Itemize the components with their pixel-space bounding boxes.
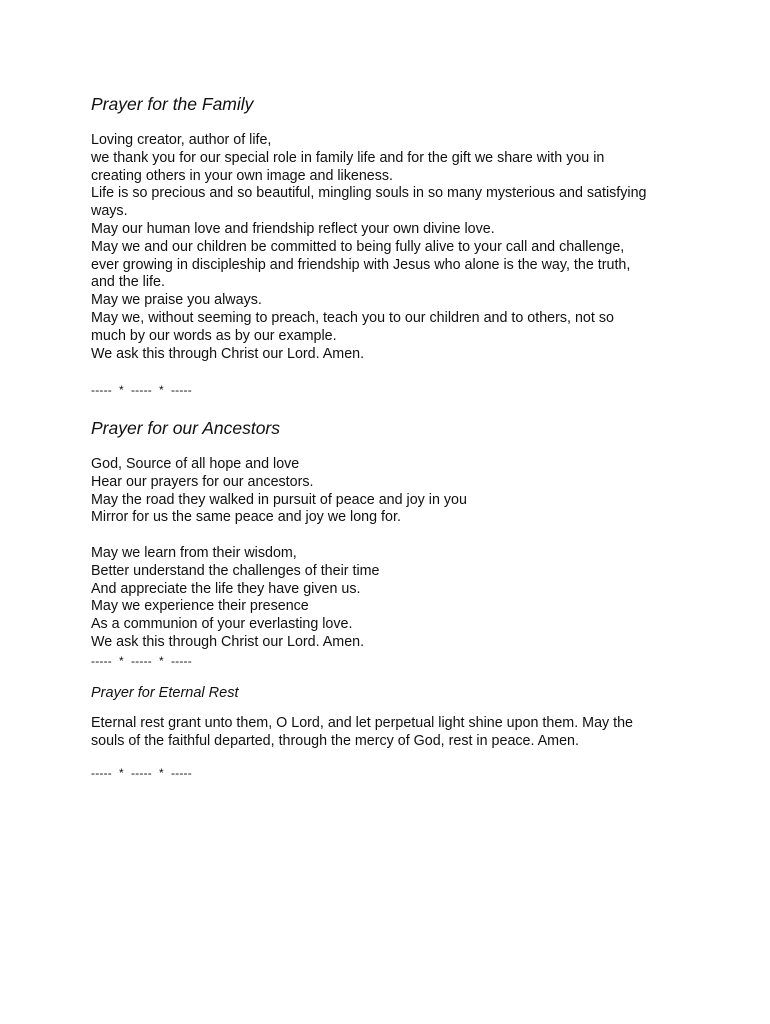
- text-line: May the road they walked in pursuit of peace and joy in you: [91, 491, 467, 508]
- text-line: May our human love and friendship reflect your own divine love.: [91, 220, 495, 237]
- text-line: and the life.: [91, 274, 165, 291]
- eternal-rest-prayer-title: Prayer for Eternal Rest: [91, 685, 239, 701]
- ancestors-prayer-stanza-1: [91, 456, 467, 527]
- section-separator: ----- * ----- * -----: [91, 383, 192, 397]
- ancestors-prayer-title: Prayer for our Ancestors: [91, 418, 281, 438]
- text-line: May we praise you always.: [91, 292, 262, 309]
- text-line: ways.: [91, 203, 128, 220]
- text-line: May we learn from their wisdom,: [91, 545, 297, 561]
- ancestors-prayer-stanza-2: [91, 545, 380, 652]
- text-line: Eternal rest grant unto them, O Lord, and let perpetual light shine upon them. May the: [91, 715, 634, 731]
- text-line: May we, without seeming to preach, teach you to our children and to others, not so: [91, 309, 614, 326]
- text-line: May we and our children be committed to being fully alive to your call and challenge,: [91, 238, 625, 255]
- text-line: Hear our prayers for our ancestors.: [91, 473, 314, 490]
- text-line: God, Source of all hope and love: [91, 456, 300, 472]
- text-line: We ask this through Christ our Lord. Amen.: [91, 345, 365, 362]
- text-line: Better understand the challenges of their time: [91, 562, 380, 579]
- text-line: ever growing in discipleship and friendship with Jesus who alone is the way, the truth,: [91, 256, 631, 273]
- section-separator: ----- * ----- * -----: [91, 654, 192, 668]
- text-line: Loving creator, author of life,: [91, 132, 272, 148]
- text-line: Life is so precious and so beautiful, mingling souls in so many mysterious and satisfying: [91, 185, 647, 202]
- text-line: May we experience their presence: [91, 598, 309, 615]
- text-line: souls of the faithful departed, through the mercy of God, rest in peace. Amen.: [91, 732, 579, 749]
- family-prayer-body: [91, 132, 646, 363]
- text-line: much by our words as by our example.: [91, 327, 337, 344]
- family-prayer-title: Prayer for the Family: [91, 94, 254, 114]
- text-line: we thank you for our special role in family life and for the gift we share with you in: [91, 149, 605, 166]
- text-line: And appreciate the life they have given us.: [91, 580, 361, 597]
- text-line: We ask this through Christ our Lord. Amen.: [91, 633, 365, 650]
- text-line: creating others in your own image and likeness.: [91, 167, 393, 184]
- section-separator: ----- * ----- * -----: [91, 766, 192, 780]
- text-line: As a communion of your everlasting love.: [91, 616, 353, 633]
- text-line: Mirror for us the same peace and joy we long for.: [91, 509, 401, 526]
- eternal-rest-prayer-body: [91, 715, 633, 751]
